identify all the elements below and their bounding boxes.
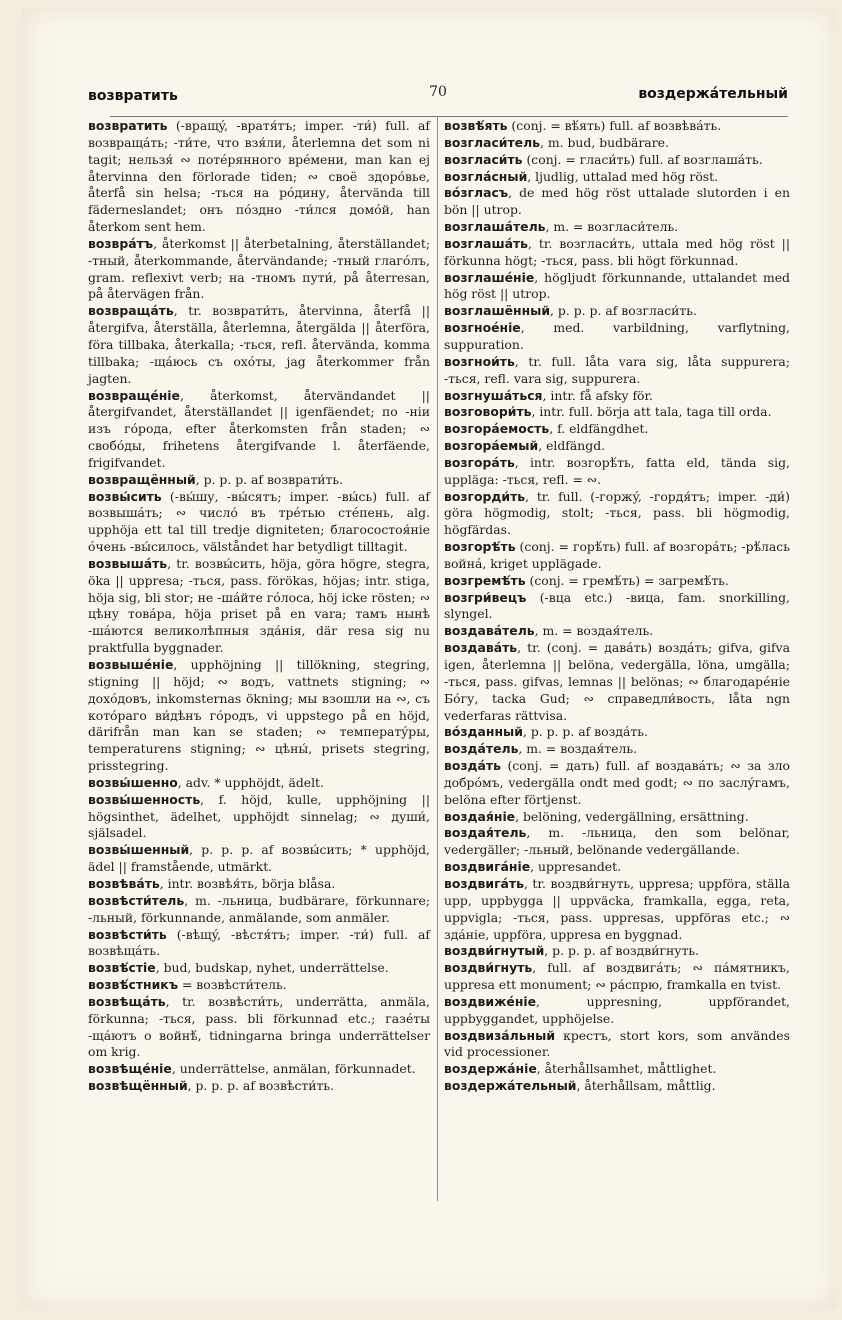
entry-definition: (conj. = горѣ́ть) full. af возгорáть; -рѣ́лась войнá, kriget upplägade. xyxy=(444,539,790,571)
entry-definition: , belöning, vedergällning, ersättning. xyxy=(515,808,749,824)
entry-headword: возгремѣ́ть xyxy=(444,572,526,588)
entry-headword: вóзгласъ xyxy=(444,185,509,201)
dictionary-entry xyxy=(444,943,790,960)
entry-headword: возвращённый xyxy=(88,471,196,487)
entry-headword: воздвигáніе xyxy=(444,859,531,875)
entry-headword: возгласи́ть xyxy=(444,151,523,167)
entry-definition: , p. p. p. af возврати́ть. xyxy=(195,471,344,487)
entry-headword: воздвигáть xyxy=(444,875,524,891)
dictionary-entry xyxy=(444,219,790,236)
dictionary-entry xyxy=(444,489,790,540)
entry-definition: , bud, budskap, nyhet, underrättelse. xyxy=(155,960,389,976)
dictionary-entry xyxy=(88,842,430,876)
dictionary-entry xyxy=(444,118,790,135)
dictionary-entry xyxy=(88,927,430,961)
dictionary-entry xyxy=(444,809,790,826)
dictionary-entry xyxy=(88,556,430,657)
dictionary-entry xyxy=(444,590,790,624)
entry-headword: воздержáтельный xyxy=(444,1078,577,1094)
entry-definition: , intr. full. börja att tala, taga till orda. xyxy=(531,404,772,420)
dictionary-entry xyxy=(88,1078,430,1095)
left-column xyxy=(88,118,430,1095)
entry-headword: возвѣщённый xyxy=(88,1078,188,1094)
dictionary-entry xyxy=(444,421,790,438)
entry-headword: возвѣ́стникъ xyxy=(88,977,179,993)
entry-definition: , tr. (conj. = давáть) воздáть; gifva, gifva igen, återlemna || belöna, vedergälla, löna, umgälla; -ться, pass. gifvas, lemnas || belönas; ∾ благодарéніе Бóгу, tacka Gud; ∾ справедли́вость, låta ngn vederfaras rättvisa. xyxy=(444,640,790,723)
entry-headword: воздáтель xyxy=(444,741,519,757)
entry-definition: , återkomst, återvändandet || återgifvandet, återställandet || igenfäendet; по -ніи изъ гóрода, efter återkomsten från staden; ∾ свобóды, frihetens återgifvande l. återfäende, frigifvandet. xyxy=(88,387,430,470)
entry-headword: возвѣщéніе xyxy=(88,1061,172,1077)
entry-definition: , återkomst || återbetalning, återställandet; -тный, återkommande, återvändande; -тный глагóлъ, gram. reflexivt verb; на -тномъ пути́, på återresan, på återvägen från. xyxy=(88,235,430,302)
entry-headword: возглашáть xyxy=(444,235,528,251)
entry-definition: , högljudt förkunnande, uttalandet med hög röst || utrop. xyxy=(444,269,790,302)
entry-definition: , p. p. p. af возгласи́ть. xyxy=(550,303,697,319)
entry-headword: воздви́гнуть xyxy=(444,960,533,976)
dictionary-entry xyxy=(444,876,790,943)
entry-headword: возврáтъ xyxy=(88,235,154,251)
entry-definition: , intr. возвѣя́ть, börja blåsa. xyxy=(159,875,336,891)
entry-definition: , uppresandet. xyxy=(530,859,622,875)
dictionary-entry xyxy=(444,758,790,809)
entry-definition: , m. = воздая́тель. xyxy=(518,741,638,757)
entry-headword: возглашéніе xyxy=(444,269,535,285)
entry-headword: воздвизáльный xyxy=(444,1027,556,1043)
dictionary-entry xyxy=(444,859,790,876)
entry-headword: возвѣщáть xyxy=(88,993,166,1009)
dictionary-entry xyxy=(444,169,790,186)
dictionary-entry xyxy=(88,994,430,1061)
entry-definition: крестъ, stort kors, som användes vid processioner. xyxy=(444,1027,790,1060)
dictionary-entry xyxy=(444,320,790,354)
entry-definition: , f. eldfängdhet. xyxy=(549,421,649,437)
entry-headword: возвышáть xyxy=(88,555,168,571)
header-left-word: возвратить xyxy=(88,88,178,104)
entry-headword: возвращéніе xyxy=(88,387,180,403)
entry-definition: , de med hög röst uttalade slutorden i en bön || utrop. xyxy=(444,185,790,218)
entry-headword: возвѣсти́ть xyxy=(88,926,167,942)
entry-definition: , p. p. p. af возвѣсти́ть. xyxy=(187,1078,335,1094)
entry-definition: (conj. = гласи́ть) full. af возглашáть. xyxy=(522,151,763,167)
header-rule xyxy=(110,116,788,117)
entry-definition: , m. bud, budbärare. xyxy=(540,134,669,150)
entry-definition: , tr. возвы́сить, höja, göra högre, stegra, öka || uppresa; -ться, pass. förökas, höjas; intr. stiga, höja sig, bli stor; не -шáйте гóлоса, höj icke rösten; ∾ цѣну товáра, höja priset på en vara; тамъ нынѣ -шáются великолѣпныя здáнія, där resa sig nu praktfulla byggnader. xyxy=(88,555,430,656)
dictionary-entry xyxy=(444,724,790,741)
entry-headword: возвращáть xyxy=(88,303,174,319)
entry-definition: = возвѣсти́тель. xyxy=(178,977,287,993)
running-header xyxy=(88,82,788,112)
entry-definition: , tr. возвѣсти́ть, underrätta, anmäla, förkunna; -ться, pass. bli förkunnad etc.; газéты -щáютъ о войнѣ́, tidningarna bringa underrättelser om krig. xyxy=(88,993,430,1060)
dictionary-entry xyxy=(88,236,430,303)
dictionary-entry xyxy=(444,236,790,270)
entry-definition: (-вца etc.) -вица, fam. snorkilling, slyngel. xyxy=(444,589,790,622)
entry-headword: возглашённый xyxy=(444,303,551,319)
dictionary-entry xyxy=(88,118,430,236)
entry-definition: (conj. = гремѣ́ть) = загремѣ́ть. xyxy=(525,572,729,588)
dictionary-entry xyxy=(444,438,790,455)
entry-definition: , adv. * upphöjdt, ädelt. xyxy=(177,774,324,790)
entry-headword: воздавáть xyxy=(444,640,518,656)
column-divider xyxy=(437,116,438,1201)
entry-definition: , full. af воздвигáть; ∾ пáмятникъ, uppresa ett monument; ∾ рáспрю, framkalla en tvist. xyxy=(444,960,790,993)
entry-headword: воздая́тель xyxy=(444,825,527,841)
dictionary-entry xyxy=(444,1078,790,1095)
entry-headword: воздая́ніе xyxy=(444,808,516,824)
dictionary-entry xyxy=(88,1061,430,1078)
dictionary-entry xyxy=(88,472,430,489)
dictionary-entry xyxy=(444,573,790,590)
entry-headword: возгорáть xyxy=(444,454,515,470)
right-column xyxy=(444,118,790,1095)
entry-definition: , m. = возгласи́тель. xyxy=(545,219,679,235)
dictionary-entry xyxy=(444,623,790,640)
entry-headword: возглашáтель xyxy=(444,219,546,235)
entry-definition: , p. p. p. af воздви́гнуть. xyxy=(544,943,700,959)
entry-headword: воздвижéніе xyxy=(444,993,537,1009)
entry-definition: , p. p. p. af воздáть. xyxy=(522,724,648,740)
dictionary-entry xyxy=(88,303,430,387)
entry-headword: возговори́ть xyxy=(444,404,532,420)
entry-headword: воздержáніе xyxy=(444,1061,537,1077)
dictionary-entry xyxy=(88,960,430,977)
entry-definition: , f. höjd, kulle, upphöjning || högsinthet, ädelhet, upphöjdt sinnelag; ∾ души́, själsadel. xyxy=(88,791,430,841)
entry-definition: (conj. = дать) full. af воздавáть; ∾ за зло добрóмъ, vedergälla ondt med godt; ∾ по заслýгамъ, belöna efter förtjenst. xyxy=(444,758,790,807)
dictionary-entry xyxy=(88,977,430,994)
entry-headword: возглáсный xyxy=(444,168,528,184)
entry-headword: возгорди́ть xyxy=(444,488,526,504)
entry-definition: (conj. = вѣ́ять) full. af возвѣвáть. xyxy=(507,118,722,133)
entry-headword: возгорѣ́ть xyxy=(444,539,516,555)
entry-definition: , återhållsam, måttlig. xyxy=(576,1078,716,1094)
dictionary-entry xyxy=(88,792,430,843)
dictionary-entry xyxy=(444,388,790,405)
entry-headword: возвѣ́ять xyxy=(444,118,508,133)
entry-definition: , upphöjning || tillökning, stegring, stigning || höjd; ∾ водъ, vattnets stigning; ∾ дохóдовъ, inkomsternas ökning; мы взошли на ∾, съ котóраго ви́дѣнъ гóродъ, vi uppstego på en höjd, därifrån man kan se staden; ∾ температýры, temperaturens stigning; ∾ цѣны́, prisets stegring, prisstegring. xyxy=(88,657,430,774)
entry-headword: возвратить xyxy=(88,118,168,133)
entry-definition: , tr. возгласи́ть, uttala med hög röst || förkunna högt; -ться, pass. bli högt förkunnad. xyxy=(444,235,790,268)
entry-headword: воздви́гнутый xyxy=(444,943,545,959)
entry-definition: , m. = воздая́тель. xyxy=(534,623,654,639)
entry-headword: возвы́шенно xyxy=(88,774,178,790)
page-number: 70 xyxy=(429,84,447,100)
dictionary-entry xyxy=(444,185,790,219)
entry-headword: возвы́сить xyxy=(88,488,162,504)
dictionary-entry xyxy=(444,1028,790,1062)
entry-definition: , tr. воздви́гнуть, uppresa; uppföra, ställa upp, uppbygga || uppväcka, framkalla, egga, reta, uppvigla; -ться, pass. uppresas, uppföras etc.; ∾ здáніе, uppföra, uppresa en byggnad. xyxy=(444,875,790,942)
entry-definition: , p. p. p. af возвы́сить; * upphöjd, ädel || framstående, utmärkt. xyxy=(88,842,430,875)
dictionary-entry xyxy=(444,303,790,320)
entry-headword: воздавáтель xyxy=(444,623,535,639)
entry-definition: , tr. full. (-горжý, -гордя́тъ; imper. -ди́) göra högmodig, stolt; -ться, pass. bli högmodig, högfärdas. xyxy=(444,488,790,538)
entry-definition: , intr. возгорѣ́ть, fatta eld, tända sig, uppläga: -ться, refl. = ∾. xyxy=(444,454,790,487)
dictionary-entry xyxy=(444,404,790,421)
dictionary-entry xyxy=(88,893,430,927)
entry-definition: , ljudlig, uttalad med hög röst. xyxy=(527,168,719,184)
entry-headword: возвѣсти́тель xyxy=(88,892,185,908)
entry-headword: возвы́шенный xyxy=(88,842,190,858)
entry-definition: , intr. få afsky för. xyxy=(542,387,653,403)
dictionary-entry xyxy=(444,825,790,859)
header-right-word: воздержáтельный xyxy=(638,86,788,102)
entry-definition: , underrättelse, anmälan, förkunnadet. xyxy=(171,1061,416,1077)
entry-headword: возгласи́тель xyxy=(444,134,540,150)
entry-definition: , eldfängd. xyxy=(538,438,606,454)
entry-headword: возгри́вецъ xyxy=(444,589,527,605)
dictionary-entry xyxy=(444,152,790,169)
entry-definition: , återhållsamhet, måttlighet. xyxy=(536,1061,717,1077)
entry-headword: возвѣ́стіе xyxy=(88,960,156,976)
dictionary-entry xyxy=(88,775,430,792)
entry-headword: возгнои́ть xyxy=(444,353,515,369)
dictionary-entry xyxy=(88,657,430,775)
entry-definition: (-вы́шу, -вы́сятъ; imper. -вы́сь) full. af возвышáть; ∾ числó въ трéтью стéпень, alg. upphöja ett tal till tredje digniteten; благосостоя́ніе óчень -вы́силось, välståndet har betydligt tilltagit. xyxy=(88,488,430,555)
dictionary-entry xyxy=(444,741,790,758)
entry-headword: возгноéніе xyxy=(444,320,521,336)
dictionary-entry xyxy=(444,455,790,489)
dictionary-entry xyxy=(444,354,790,388)
entry-headword: возгнушáться xyxy=(444,387,543,403)
dictionary-entry xyxy=(444,994,790,1028)
dictionary-entry xyxy=(444,640,790,724)
entry-headword: возгорáемый xyxy=(444,438,539,454)
entry-headword: возвы́шенность xyxy=(88,791,201,807)
entry-definition: (-вѣщý, -вѣстя́тъ; imper. -ти́) full. af возвѣщáть. xyxy=(88,926,430,959)
entry-definition: , uppresning, uppförandet, uppbyggandet, upphöjelse. xyxy=(444,993,790,1026)
entry-headword: возгорáемость xyxy=(444,421,550,437)
dictionary-entry xyxy=(444,1061,790,1078)
entry-headword: воздáть xyxy=(444,758,501,774)
entry-definition: , med. varbildning, varflytning, suppuration. xyxy=(444,320,790,352)
dictionary-entry xyxy=(88,876,430,893)
dictionary-entry xyxy=(444,539,790,573)
entry-definition: (-вращý, -вратя́тъ; imper. -ти́) full. af возвращáть; -ти́те, что взя́ли, återlemna det som ni tagit; нельзя́ ∾ потéрянного врéмени, man kan ej återvinna den förlorade tiden; ∾ своё здорóвье, återfå sin helsa; -ться на рóдину, återvända till fäderneslandet; онъ пóздно -ти́лся домóй, han återkom sent hem. xyxy=(88,118,430,235)
dictionary-entry xyxy=(444,960,790,994)
entry-definition: , tr. full. låta vara sig, låta suppurera; -ться, refl. vara sig, suppurera. xyxy=(444,353,790,386)
dictionary-entry xyxy=(444,270,790,304)
entry-definition: , m. -льница, budbärare, förkunnare; -льный, förkunnande, anmälande, som anmäler. xyxy=(88,892,430,925)
entry-definition: , m. -льница, den som belönar, vedergäller; -льный, belönande vedergällande. xyxy=(444,825,790,858)
entry-definition: , tr. возврати́ть, återvinna, återfå || återgifva, återställa, återlemna, återgälda || återföra, föra tillbaka, återkalla; -ться, refl. återvända, komma tillbaka; -щáюсь съ охóты, jag återkommer från jagten. xyxy=(88,303,430,386)
dictionary-entry xyxy=(444,135,790,152)
dictionary-entry xyxy=(88,489,430,556)
entry-headword: возвышéніе xyxy=(88,657,174,672)
entry-headword: возвѣвáть xyxy=(88,875,160,891)
entry-headword: вóзданный xyxy=(444,724,523,740)
dictionary-entry xyxy=(88,388,430,472)
